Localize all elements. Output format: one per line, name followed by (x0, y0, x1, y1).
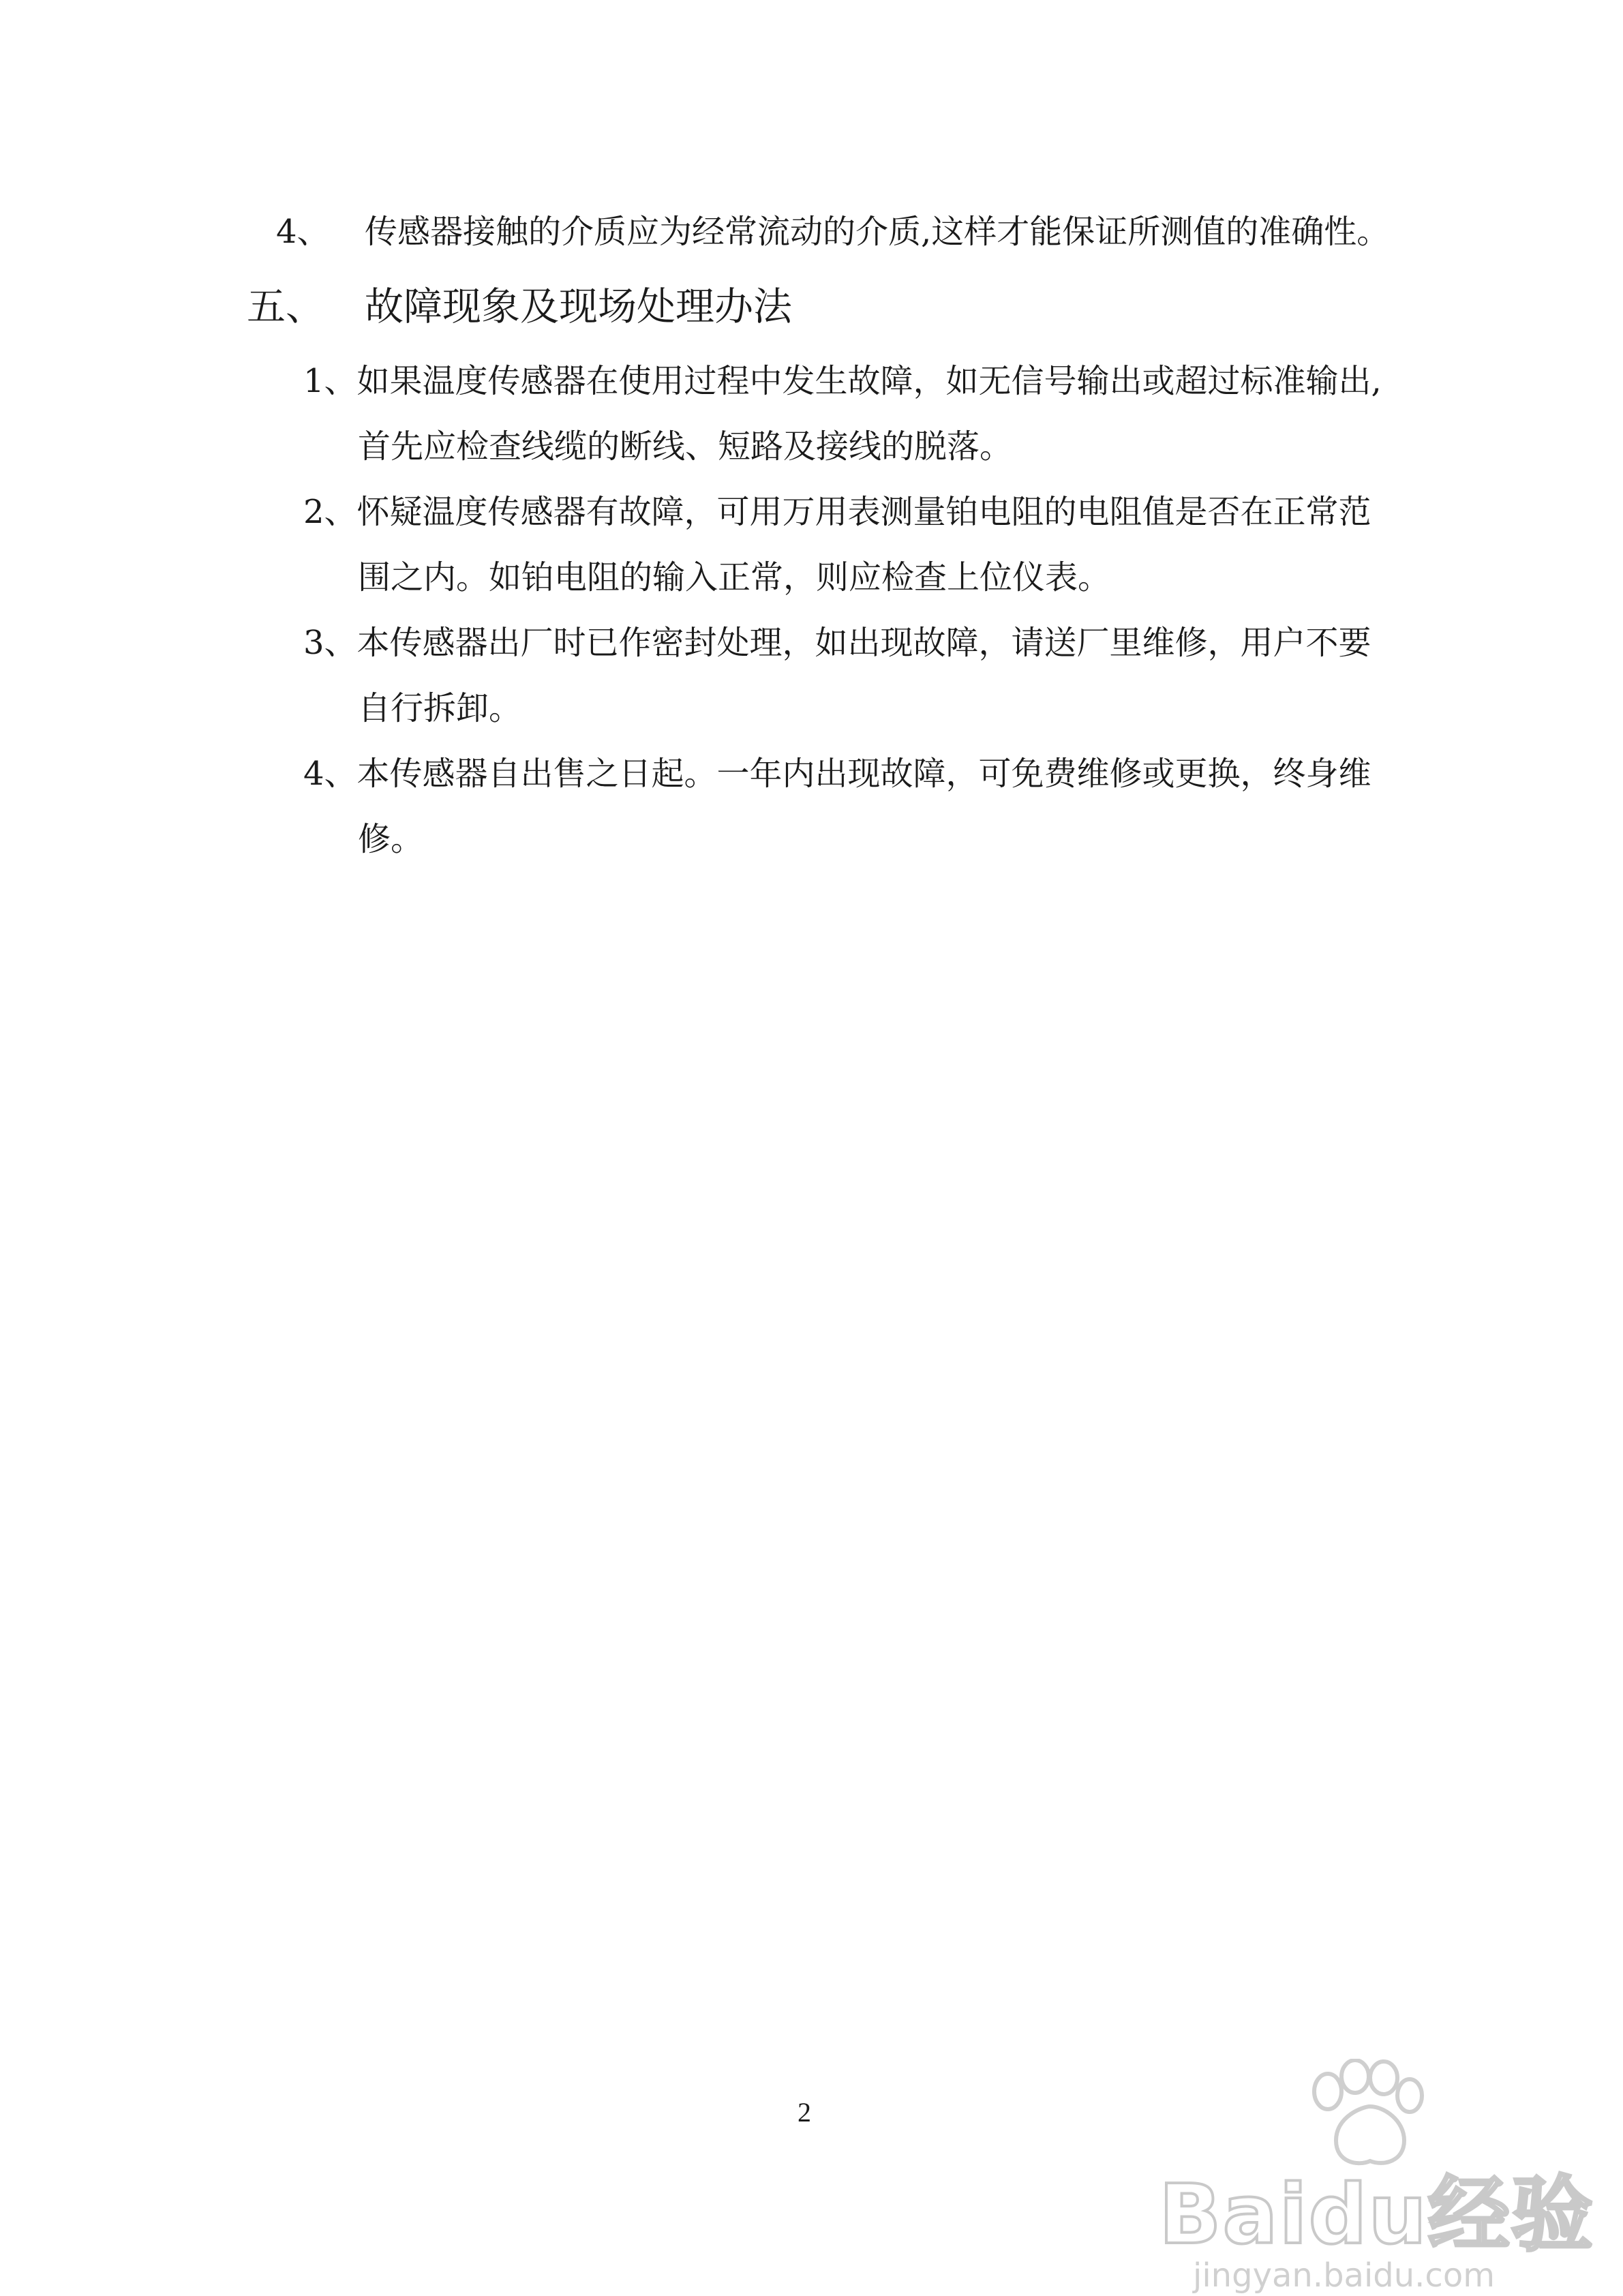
watermark-url: jingyan.baidu.com (1193, 2256, 1495, 2295)
fault-item-2-line-1: 2、怀疑温度传感器有故障，可用万用表测量铂电阻的电阻值是否在正常范 (303, 493, 1371, 531)
fault-item-2-line-2: 围之内。如铂电阻的输入正常，则应检查上位仪表。 (358, 558, 1111, 596)
fault-item-4-line-1: 4、本传感器自出售之日起。一年内出现故障，可免费维修或更换，终身维 (303, 755, 1371, 793)
baidu-jingyan-watermark (1118, 2059, 1609, 2295)
watermark-brand: Baidu经验 (1159, 2168, 1594, 2263)
paw-icon (1295, 2059, 1431, 2175)
fault-item-3-line-1: 3、本传感器出厂时已作密封处理，如出现故障，请送厂里维修，用户不要 (303, 624, 1371, 662)
item-4-number: 4、 (276, 213, 330, 251)
fault-item-1-line-1: 1、如果温度传感器在使用过程中发生故障，如无信号输出或超过标准输出, (303, 362, 1382, 400)
section-number: 五、 (247, 284, 324, 329)
fault-item-1-line-2: 首先应检查线缆的断线、短路及接线的脱落。 (358, 427, 1013, 466)
fault-item-4-line-2: 修。 (358, 820, 424, 858)
section-title: 故障现象及现场处理办法 (365, 284, 792, 329)
page-number: 2 (798, 2097, 811, 2128)
item-4-text: 传感器接触的介质应为经常流动的介质,这样才能保证所测值的准确性。 (365, 213, 1390, 251)
fault-item-3-line-2: 自行拆卸。 (358, 689, 522, 727)
